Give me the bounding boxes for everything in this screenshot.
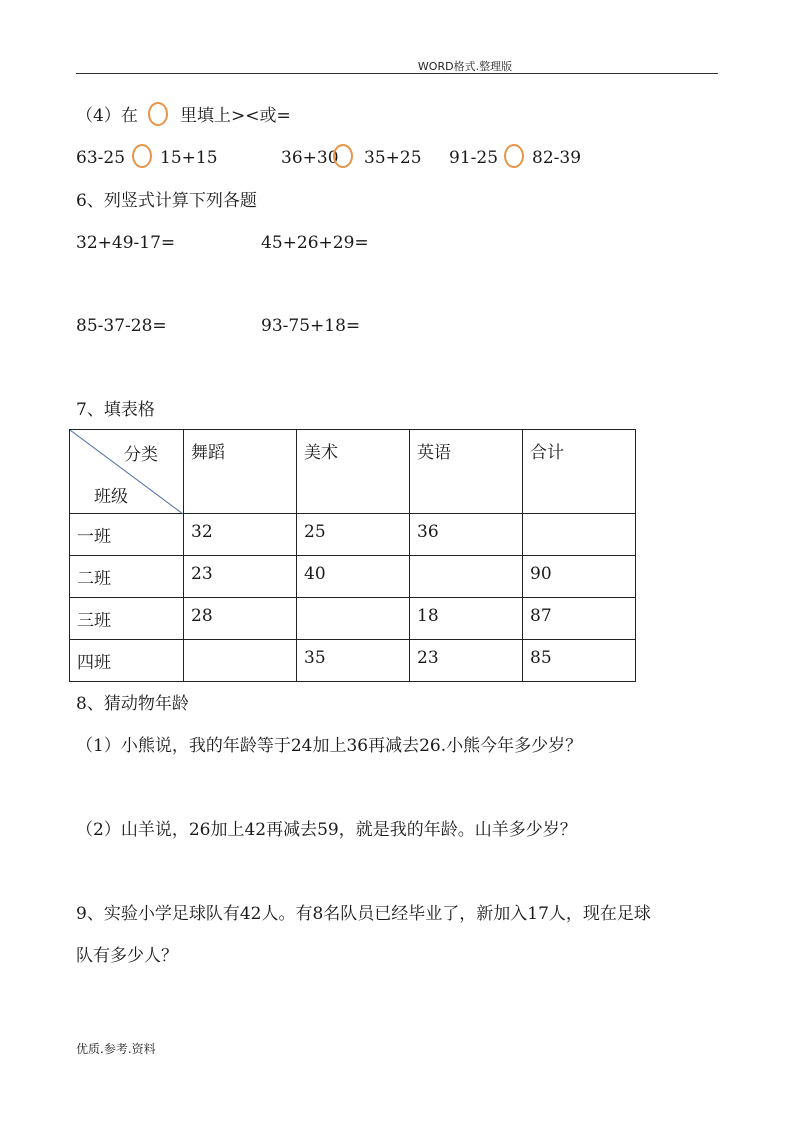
q4-prefix: （4）在 <box>76 106 138 126</box>
q4-comparisons <box>76 146 636 172</box>
table-cell: 85 <box>523 640 636 682</box>
compare-circle-icon[interactable] <box>132 144 152 168</box>
q8-sub1: （1）小熊说，我的年龄等于24加上36再减去26.小熊今年多少岁？ <box>76 736 583 756</box>
q8-title: 8、猜动物年龄 <box>76 694 189 714</box>
q9-line2: 队有多少人？ <box>76 946 178 966</box>
row-label: 一班 <box>70 514 184 556</box>
compare-circle-icon[interactable] <box>333 144 353 168</box>
comparison-left: 36+30 <box>281 148 339 168</box>
table-row <box>70 556 636 598</box>
table-cell: 23 <box>184 556 297 598</box>
corner-label-category: 分类 <box>124 445 158 465</box>
table-row <box>70 514 636 556</box>
table-cell: 23 <box>410 640 523 682</box>
row-label: 三班 <box>70 598 184 640</box>
table-row <box>70 598 636 640</box>
q9-line1: 9、实验小学足球队有42人。有8名队员已经毕业了，新加入17人，现在足球 <box>76 904 651 924</box>
q6-expression: 32+49-17= <box>76 233 176 253</box>
q4-suffix: 里填上><或= <box>180 106 291 126</box>
class-table <box>69 429 636 682</box>
table-cell-blank[interactable] <box>410 556 523 598</box>
q6-expression: 93-75+18= <box>261 316 361 336</box>
table-cell: 87 <box>523 598 636 640</box>
comparison-right: 35+25 <box>364 148 422 168</box>
comparison-left: 91-25 <box>449 148 499 168</box>
q6-title: 6、列竖式计算下列各题 <box>76 191 257 211</box>
column-header: 英语 <box>410 430 523 514</box>
q6-expression: 85-37-28= <box>76 316 167 336</box>
row-label: 四班 <box>70 640 184 682</box>
q8-sub2: （2）山羊说，26加上42再减去59，就是我的年龄。山羊多少岁？ <box>76 820 577 840</box>
comparison-right: 15+15 <box>160 148 218 168</box>
table-cell: 35 <box>297 640 410 682</box>
comparison-right: 82-39 <box>532 148 582 168</box>
table-cell-blank[interactable] <box>184 640 297 682</box>
q7-title: 7、填表格 <box>76 400 155 420</box>
table-header-row <box>70 430 636 514</box>
table-cell: 90 <box>523 556 636 598</box>
column-header: 美术 <box>297 430 410 514</box>
comparison-left: 63-25 <box>76 148 126 168</box>
q6-expression: 45+26+29= <box>261 233 369 253</box>
header-divider <box>76 73 718 74</box>
table-row <box>70 640 636 682</box>
column-header: 舞蹈 <box>184 430 297 514</box>
corner-label-class: 班级 <box>94 487 128 507</box>
diagonal-header-cell <box>70 430 184 514</box>
row-label: 二班 <box>70 556 184 598</box>
table-cell: 28 <box>184 598 297 640</box>
table-cell: 18 <box>410 598 523 640</box>
table-cell-blank[interactable] <box>297 598 410 640</box>
table-cell-blank[interactable] <box>523 514 636 556</box>
page-footer: 优质.参考.资料 <box>76 1042 156 1056</box>
page-header: WORD格式.整理版 <box>417 60 513 73</box>
table-cell: 25 <box>297 514 410 556</box>
table-cell: 36 <box>410 514 523 556</box>
blank-circle-icon[interactable] <box>148 102 168 126</box>
table-cell: 40 <box>297 556 410 598</box>
column-header: 合计 <box>523 430 636 514</box>
compare-circle-icon[interactable] <box>504 144 524 168</box>
table-cell: 32 <box>184 514 297 556</box>
